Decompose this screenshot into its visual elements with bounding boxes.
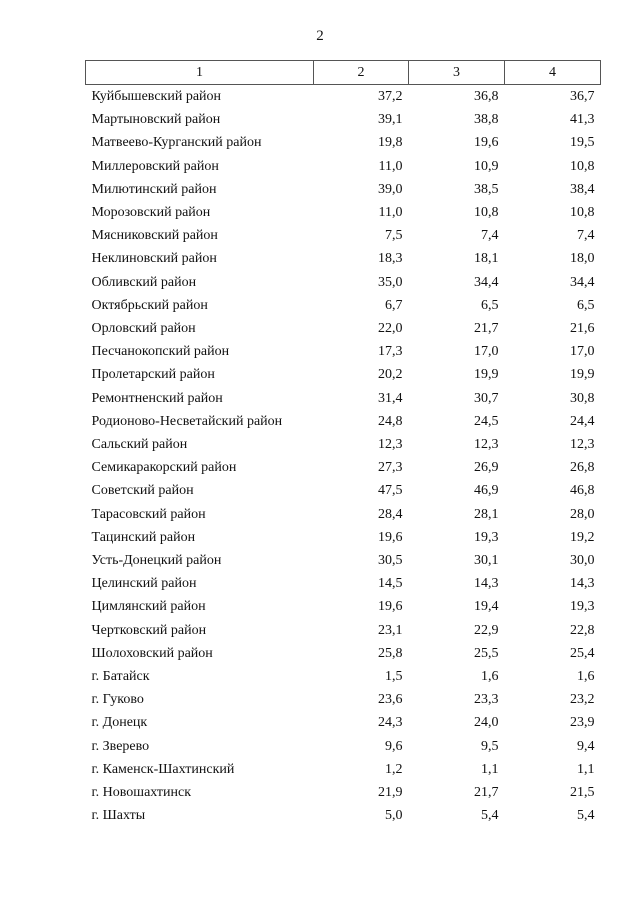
- table-row: [86, 340, 601, 363]
- district-name-cell: Песчанокопский район: [91, 344, 230, 360]
- value-col-2-cell: 23,1: [378, 622, 403, 638]
- value-col-3-cell: 22,9: [474, 622, 499, 638]
- value-col-3-cell: 21,7: [474, 321, 499, 337]
- district-name-cell: Семикаракорский район: [91, 460, 237, 476]
- value-col-4-cell: 5,4: [577, 808, 595, 824]
- value-col-4-cell: 26,8: [570, 460, 595, 476]
- district-name-cell: Пролетарский район: [91, 367, 215, 383]
- value-col-4-cell: 24,4: [570, 413, 595, 429]
- table-row: [86, 271, 601, 294]
- value-col-4-cell: 23,2: [570, 692, 595, 708]
- district-name-cell: Матвеево-Курганский район: [91, 135, 262, 151]
- value-col-2-cell: 12,3: [378, 437, 403, 453]
- value-col-2-cell: 22,0: [378, 321, 403, 337]
- value-col-4-cell: 14,3: [570, 576, 595, 592]
- value-col-2-cell: 7,5: [385, 228, 403, 244]
- table-row: [86, 410, 601, 433]
- value-col-3-cell: 38,5: [474, 181, 499, 197]
- value-col-3-cell: 19,9: [474, 367, 499, 383]
- district-name-cell: г. Каменск-Шахтинский: [91, 761, 235, 777]
- header-col-1: 1: [86, 61, 314, 85]
- table-row: [86, 294, 601, 317]
- page-number: 2: [316, 28, 324, 44]
- table-row: [86, 433, 601, 456]
- district-name-cell: Морозовский район: [91, 205, 211, 221]
- header-row: [86, 61, 601, 85]
- district-name-cell: Чертковский район: [91, 622, 207, 638]
- value-col-4-cell: 9,4: [577, 738, 595, 754]
- value-col-3-cell: 1,1: [481, 761, 499, 777]
- data-table: [85, 60, 601, 828]
- district-name-cell: Советский район: [91, 483, 194, 499]
- value-col-4-cell: 19,3: [570, 599, 595, 615]
- value-col-2-cell: 31,4: [378, 390, 403, 406]
- district-name-cell: Шолоховский район: [91, 645, 213, 661]
- value-col-4-cell: 6,5: [577, 297, 595, 313]
- value-col-3-cell: 34,4: [474, 274, 499, 290]
- district-name-cell: Обливский район: [91, 274, 197, 290]
- value-col-3-cell: 30,7: [474, 390, 499, 406]
- table-row: [86, 363, 601, 386]
- value-col-3-cell: 36,8: [474, 89, 499, 104]
- value-col-2-cell: 37,2: [378, 89, 403, 104]
- value-col-4-cell: 1,6: [577, 669, 595, 685]
- value-col-4-cell: 18,0: [570, 251, 595, 267]
- value-col-2-cell: 19,8: [378, 135, 403, 151]
- value-col-4-cell: 10,8: [570, 205, 595, 221]
- table-row: [86, 108, 601, 131]
- value-col-3-cell: 26,9: [474, 460, 499, 476]
- value-col-3-cell: 24,5: [474, 413, 499, 429]
- value-col-2-cell: 24,3: [378, 715, 403, 731]
- value-col-4-cell: 12,3: [570, 437, 595, 453]
- header-col-2: 2: [314, 61, 409, 85]
- value-col-2-cell: 19,6: [378, 529, 403, 545]
- table-row: [86, 804, 601, 827]
- table-row: [86, 503, 601, 526]
- value-col-3-cell: 46,9: [474, 483, 499, 499]
- district-name-cell: г. Шахты: [91, 808, 146, 824]
- table-row: [86, 526, 601, 549]
- value-col-4-cell: 23,9: [570, 715, 595, 731]
- value-col-3-cell: 1,6: [481, 669, 499, 685]
- value-col-3-cell: 19,6: [474, 135, 499, 151]
- value-col-4-cell: 36,7: [570, 89, 595, 104]
- value-col-3-cell: 6,5: [481, 297, 499, 313]
- value-col-4-cell: 22,8: [570, 622, 595, 638]
- table-row: [86, 758, 601, 781]
- value-col-4-cell: 1,1: [577, 761, 595, 777]
- table-row: [86, 201, 601, 224]
- value-col-2-cell: 1,5: [385, 669, 403, 685]
- table-row: [86, 131, 601, 154]
- value-col-2-cell: 9,6: [385, 738, 403, 754]
- value-col-2-cell: 25,8: [378, 645, 403, 661]
- value-col-4-cell: 7,4: [577, 228, 595, 244]
- district-name-cell: Куйбышевский район: [91, 89, 222, 104]
- value-col-4-cell: 21,6: [570, 321, 595, 337]
- table-row: [86, 619, 601, 642]
- value-col-3-cell: 10,8: [474, 205, 499, 221]
- value-col-2-cell: 19,6: [378, 599, 403, 615]
- value-col-2-cell: 39,1: [378, 112, 403, 128]
- district-name-cell: Орловский район: [91, 321, 196, 337]
- value-col-2-cell: 6,7: [385, 297, 403, 313]
- district-name-cell: Тарасовский район: [91, 506, 206, 522]
- value-col-2-cell: 39,0: [378, 181, 403, 197]
- table-row: [86, 711, 601, 734]
- table-row: [86, 572, 601, 595]
- district-name-cell: Неклиновский район: [91, 251, 217, 267]
- value-col-3-cell: 18,1: [474, 251, 499, 267]
- district-name-cell: Сальский район: [91, 437, 188, 453]
- value-col-2-cell: 17,3: [378, 344, 403, 360]
- table-row: [86, 642, 601, 665]
- value-col-2-cell: 23,6: [378, 692, 403, 708]
- district-name-cell: Усть-Донецкий район: [91, 553, 222, 569]
- value-col-3-cell: 28,1: [474, 506, 499, 522]
- value-col-3-cell: 30,1: [474, 553, 499, 569]
- value-col-2-cell: 14,5: [378, 576, 403, 592]
- value-col-4-cell: 10,8: [570, 158, 595, 174]
- value-col-2-cell: 47,5: [378, 483, 403, 499]
- value-col-3-cell: 14,3: [474, 576, 499, 592]
- district-name-cell: Миллеровский район: [91, 158, 219, 174]
- table-row: [86, 224, 601, 247]
- value-col-3-cell: 19,4: [474, 599, 499, 615]
- value-col-4-cell: 30,0: [570, 553, 595, 569]
- value-col-4-cell: 25,4: [570, 645, 595, 661]
- value-col-4-cell: 17,0: [570, 344, 595, 360]
- district-name-cell: Мартыновский район: [91, 112, 221, 128]
- district-name-cell: г. Батайск: [91, 669, 150, 685]
- value-col-2-cell: 28,4: [378, 506, 403, 522]
- value-col-4-cell: 41,3: [570, 112, 595, 128]
- district-name-cell: г. Новошахтинск: [91, 785, 192, 801]
- value-col-4-cell: 30,8: [570, 390, 595, 406]
- value-col-2-cell: 35,0: [378, 274, 403, 290]
- value-col-3-cell: 5,4: [481, 808, 499, 824]
- district-name-cell: Родионово-Несветайский район: [91, 413, 283, 429]
- district-name-cell: Цимлянский район: [91, 599, 206, 615]
- value-col-4-cell: 38,4: [570, 181, 595, 197]
- value-col-2-cell: 11,0: [378, 205, 403, 221]
- value-col-3-cell: 19,3: [474, 529, 499, 545]
- district-name-cell: Октябрьский район: [91, 297, 208, 313]
- table-row: [86, 317, 601, 340]
- value-col-4-cell: 34,4: [570, 274, 595, 290]
- value-col-3-cell: 17,0: [474, 344, 499, 360]
- district-name-cell: Мясниковский район: [91, 228, 218, 244]
- table-row: [86, 479, 601, 502]
- header-col-3: 3: [409, 61, 505, 85]
- table-row: [86, 688, 601, 711]
- value-col-4-cell: 21,5: [570, 785, 595, 801]
- table-row: [86, 595, 601, 618]
- table-row: [86, 387, 601, 410]
- table-row: [86, 456, 601, 479]
- table-body: [86, 85, 601, 828]
- district-name-cell: Целинский район: [91, 576, 197, 592]
- value-col-2-cell: 21,9: [378, 785, 403, 801]
- table-row: [86, 735, 601, 758]
- header-col-4: 4: [505, 61, 601, 85]
- value-col-3-cell: 24,0: [474, 715, 499, 731]
- value-col-3-cell: 10,9: [474, 158, 499, 174]
- value-col-4-cell: 46,8: [570, 483, 595, 499]
- value-col-3-cell: 7,4: [481, 228, 499, 244]
- district-name-cell: Ремонтненский район: [91, 390, 223, 406]
- value-col-2-cell: 5,0: [385, 808, 403, 824]
- value-col-3-cell: 25,5: [474, 645, 499, 661]
- value-col-2-cell: 1,2: [385, 761, 403, 777]
- district-name-cell: г. Донецк: [91, 715, 148, 731]
- value-col-2-cell: 30,5: [378, 553, 403, 569]
- value-col-3-cell: 9,5: [481, 738, 499, 754]
- value-col-3-cell: 23,3: [474, 692, 499, 708]
- district-name-cell: г. Зверево: [91, 738, 150, 754]
- value-col-2-cell: 11,0: [378, 158, 403, 174]
- district-name-cell: Милютинский район: [91, 181, 217, 197]
- value-col-4-cell: 19,9: [570, 367, 595, 383]
- table-header: [86, 61, 601, 85]
- value-col-3-cell: 21,7: [474, 785, 499, 801]
- value-col-4-cell: 28,0: [570, 506, 595, 522]
- value-col-2-cell: 20,2: [378, 367, 403, 383]
- value-col-4-cell: 19,5: [570, 135, 595, 151]
- value-col-2-cell: 24,8: [378, 413, 403, 429]
- table-row: [86, 549, 601, 572]
- table-row: [86, 85, 601, 109]
- value-col-2-cell: 27,3: [378, 460, 403, 476]
- value-col-3-cell: 12,3: [474, 437, 499, 453]
- table-row: [86, 247, 601, 270]
- value-col-2-cell: 18,3: [378, 251, 403, 267]
- value-col-3-cell: 38,8: [474, 112, 499, 128]
- table-row: [86, 665, 601, 688]
- district-name-cell: Тацинский район: [91, 529, 196, 545]
- table-row: [86, 155, 601, 178]
- district-name-cell: г. Гуково: [91, 692, 144, 708]
- value-col-4-cell: 19,2: [570, 529, 595, 545]
- table-row: [86, 781, 601, 804]
- table-row: [86, 178, 601, 201]
